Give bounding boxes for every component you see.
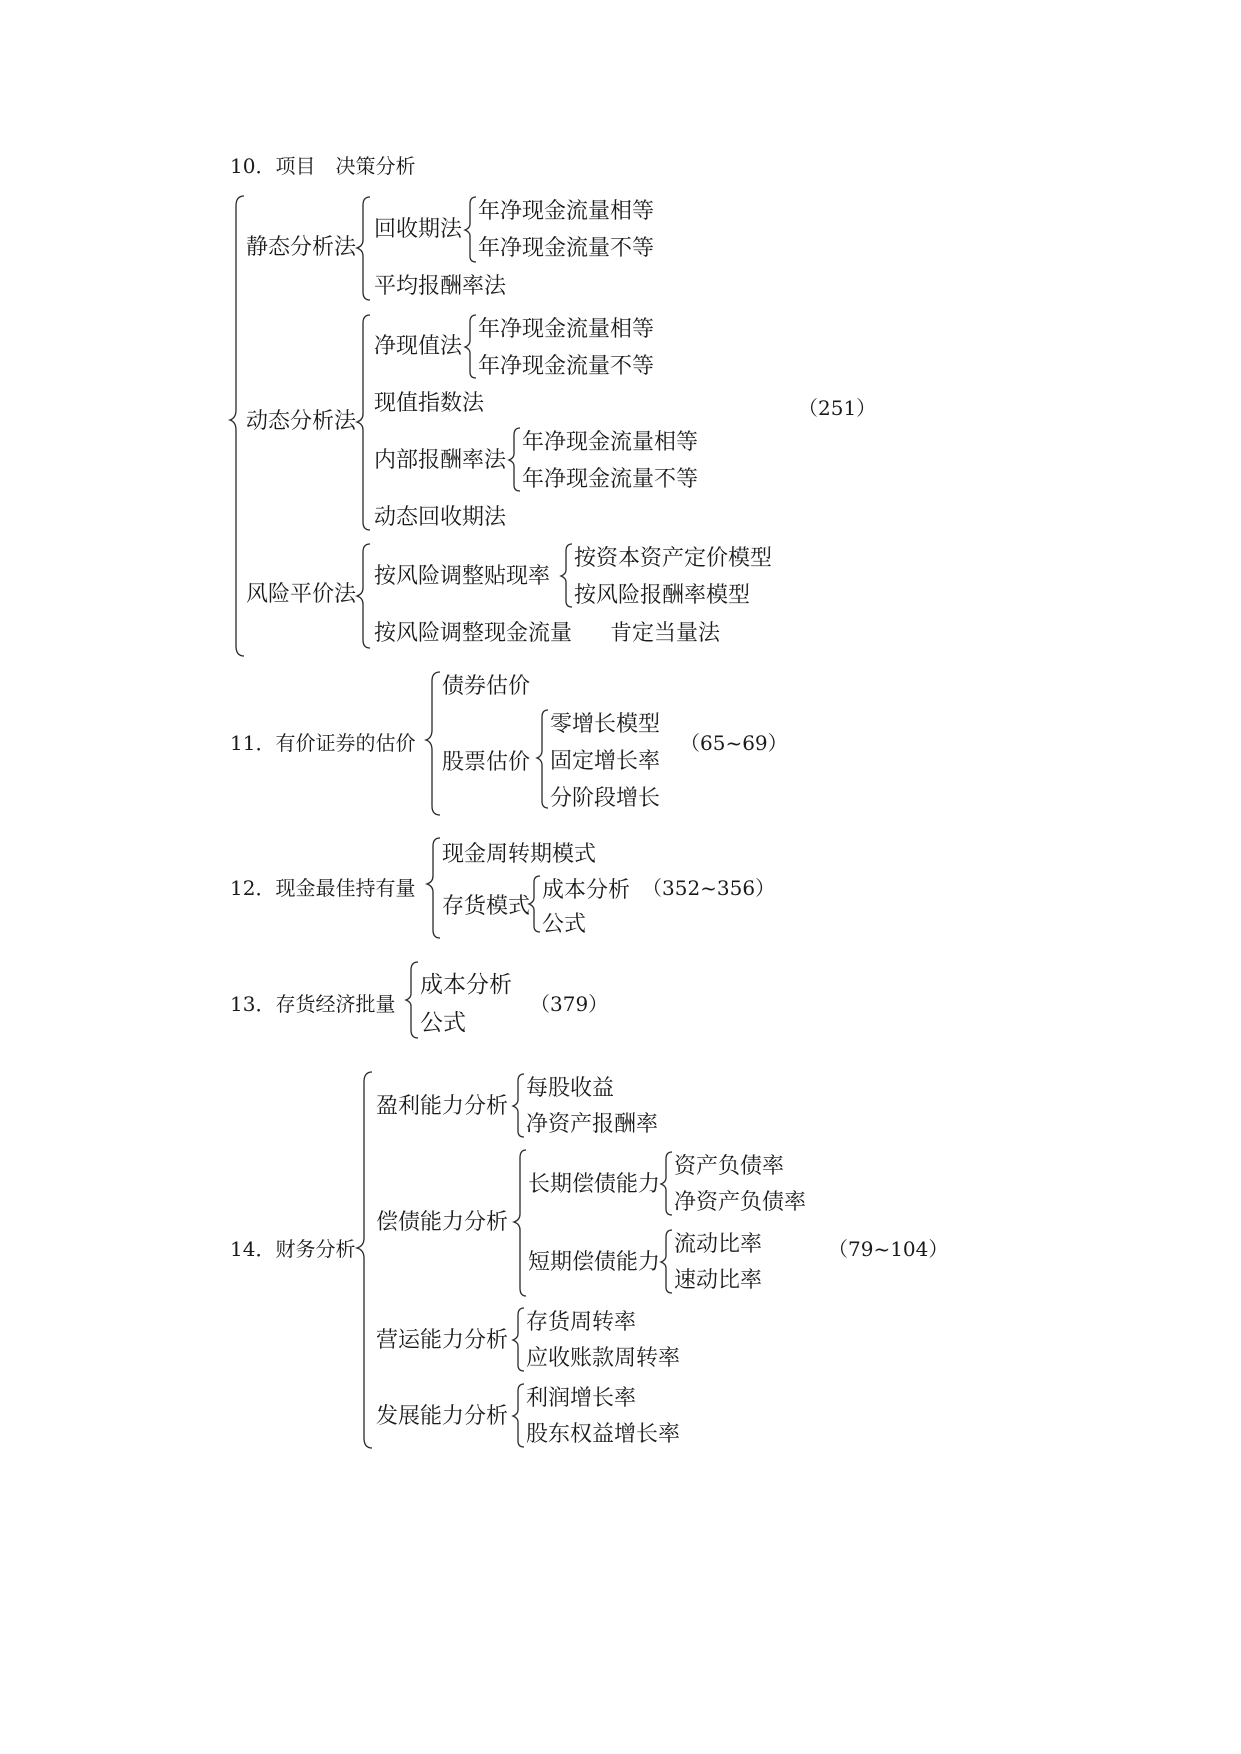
certainty-equivalent-method: 肯定当量法 (610, 621, 721, 646)
inventory-model: 存货模式 (442, 894, 531, 919)
brace-s10-rada (561, 544, 572, 607)
eoq-formula: 公式 (420, 1010, 466, 1036)
profitability-index-method: 现值指数法 (374, 391, 485, 416)
debt-to-equity-ratio: 净资产负债率 (674, 1190, 807, 1215)
risk-adjusted-cashflow: 按风险调整现金流量 (374, 621, 573, 646)
stock-valuation: 股票估价 (442, 750, 531, 775)
bond-valuation: 债券估价 (442, 674, 531, 699)
brace-s14-short (661, 1230, 672, 1293)
irr-equal-cashflow: 年净现金流量相等 (522, 430, 699, 455)
section-14-title: 14．财务分析 (230, 1237, 356, 1261)
short-term-solvency: 短期偿债能力 (528, 1250, 661, 1275)
section-13-page-ref: （379） (530, 992, 609, 1016)
operating-capacity-analysis: 营运能力分析 (376, 1328, 509, 1353)
brace-s11-main (426, 672, 440, 815)
growth-capacity-analysis: 发展能力分析 (376, 1404, 509, 1429)
constant-growth-rate: 固定增长率 (550, 749, 661, 774)
brace-s10-npv (465, 315, 476, 378)
risk-adjusted-discount-rate: 按风险调整贴现率 (374, 564, 551, 589)
irr-unequal-cashflow: 年净现金流量不等 (522, 467, 699, 492)
section-11-page-ref: （65~69） (680, 731, 788, 755)
section-12-title: 12．现金最佳持有量 (230, 876, 416, 900)
cash-cost-analysis: 成本分析 (542, 878, 631, 903)
brace-s10-dynamic (357, 315, 370, 530)
section-13-title: 13．存货经济批量 (230, 992, 396, 1016)
multi-stage-growth: 分阶段增长 (550, 786, 661, 811)
brace-s12-main (427, 838, 440, 938)
section-12-page-ref: （352~356） (642, 876, 776, 900)
brace-s14-operating (513, 1308, 524, 1371)
quick-ratio: 速动比率 (674, 1268, 763, 1293)
eoq-cost-analysis: 成本分析 (420, 972, 512, 998)
payback-equal-cashflow: 年净现金流量相等 (478, 199, 655, 224)
equity-growth-rate: 股东权益增长率 (526, 1422, 681, 1447)
return-on-net-assets: 净资产报酬率 (526, 1112, 659, 1137)
brace-s10-irr (509, 428, 520, 491)
profitability-analysis: 盈利能力分析 (376, 1094, 509, 1119)
npv-method: 净现值法 (374, 334, 463, 359)
section-14-page-ref: （79~104） (828, 1237, 949, 1261)
brace-s14-long (661, 1152, 672, 1215)
brace-s10-static (357, 197, 370, 300)
dynamic-analysis-label: 动态分析法 (246, 409, 357, 434)
npv-unequal-cashflow: 年净现金流量不等 (478, 354, 655, 379)
cash-formula: 公式 (542, 912, 587, 937)
irr-method: 内部报酬率法 (374, 448, 507, 473)
payback-method: 回收期法 (374, 217, 463, 242)
brace-s10-risk (357, 544, 370, 648)
brace-s12-inventory (529, 876, 540, 932)
current-ratio: 流动比率 (674, 1232, 763, 1257)
brace-s14-growth (513, 1384, 524, 1447)
brace-s13-main (406, 962, 418, 1038)
cash-cycle-model: 现金周转期模式 (442, 842, 597, 867)
section-10-page-ref: （251） (798, 396, 877, 420)
brace-s14-solvency (514, 1150, 526, 1296)
brace-s14-profit (513, 1074, 524, 1137)
section-10-title: 10．项目 决策分析 (230, 154, 416, 178)
average-return-method: 平均报酬率法 (374, 274, 507, 299)
long-term-solvency: 长期偿债能力 (528, 1172, 661, 1197)
debt-to-asset-ratio: 资产负债率 (674, 1154, 785, 1179)
brace-s10-payback (465, 197, 476, 262)
section-11-title: 11．有价证券的估价 (230, 731, 416, 755)
zero-growth-model: 零增长模型 (550, 712, 661, 737)
brace-s11-stock (537, 710, 548, 808)
risk-return-rate-model: 按风险报酬率模型 (574, 583, 751, 608)
brace-s14-main (357, 1072, 372, 1448)
risk-parity-label: 风险平价法 (246, 582, 357, 607)
brace-s10-main (230, 196, 244, 656)
solvency-analysis: 偿债能力分析 (376, 1210, 509, 1235)
capm-model: 按资本资产定价模型 (574, 546, 773, 571)
static-analysis-label: 静态分析法 (246, 235, 357, 260)
inventory-turnover: 存货周转率 (526, 1310, 637, 1335)
profit-growth-rate: 利润增长率 (526, 1386, 637, 1411)
receivables-turnover: 应收账款周转率 (526, 1346, 681, 1371)
payback-unequal-cashflow: 年净现金流量不等 (478, 236, 655, 261)
dynamic-payback-method: 动态回收期法 (374, 505, 507, 530)
earnings-per-share: 每股收益 (526, 1076, 615, 1101)
npv-equal-cashflow: 年净现金流量相等 (478, 317, 655, 342)
